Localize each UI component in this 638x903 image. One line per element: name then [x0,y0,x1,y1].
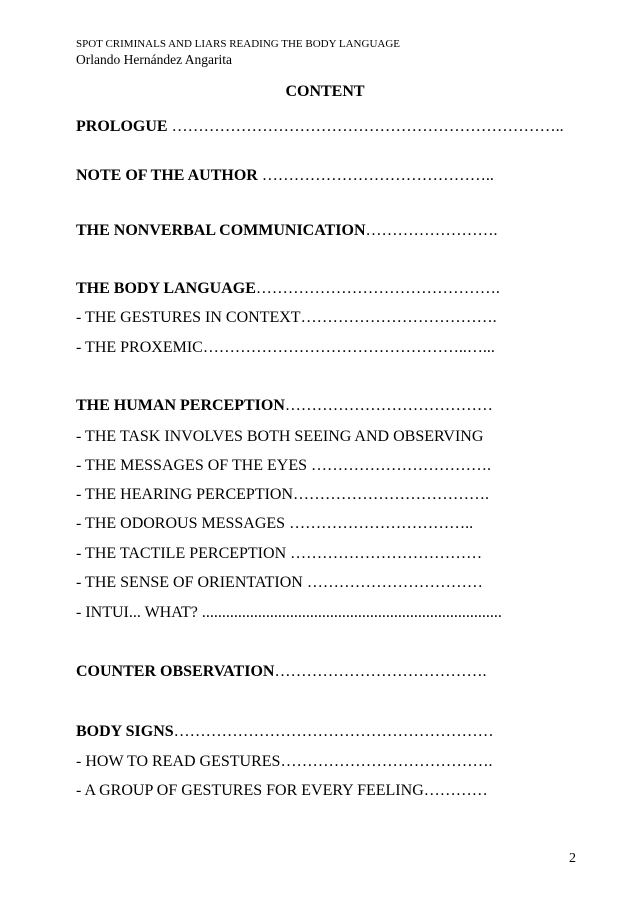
toc-entry-label: THE HUMAN PERCEPTION [76,397,285,414]
page-number: 2 [569,851,576,866]
toc-subentry-intuition: - INTUI... WHAT? ........................................................................... [76,604,502,621]
toc-subentry-seeing-observing: - THE TASK INVOLVES BOTH SEEING AND OBSERVING [76,428,484,445]
toc-subentry-hearing-perception: - THE HEARING PERCEPTION………………………………. [76,486,490,503]
toc-subentry-group-of-gestures: - A GROUP OF GESTURES FOR EVERY FEELING………… [76,782,488,799]
toc-subentry-messages-of-eyes: - THE MESSAGES OF THE EYES ……………………………. [76,457,491,474]
toc-subentry-gestures-in-context: - THE GESTURES IN CONTEXT………………………………. [76,309,497,326]
toc-entry-note-of-the-author [76,166,494,186]
running-header-title: SPOT CRIMINALS AND LIARS READING THE BODY LANGUAGE [76,38,401,50]
toc-subentry-sense-of-orientation: - THE SENSE OF ORIENTATION …………………………… [76,574,483,591]
content-heading: CONTENT [285,83,365,100]
toc-entry-label: COUNTER OBSERVATION [76,663,275,680]
toc-entry-label: BODY SIGNS [76,723,174,740]
toc-entry-prologue [76,117,564,137]
toc-entry-label: NOTE OF THE AUTHOR [76,167,258,184]
toc-subentry-how-to-read-gestures: - HOW TO READ GESTURES…………………………………. [76,753,493,770]
toc-leader-dots: …………………………………….. [257,167,494,184]
toc-entry-human-perception [76,396,493,416]
toc-subentry-proxemic: - THE PROXEMIC…………………………………………..…... [76,339,495,356]
toc-entry-nonverbal-communication [76,221,498,241]
toc-entry-label: THE BODY LANGUAGE [76,280,256,297]
toc-subentry-tactile-perception: - THE TACTILE PERCEPTION ……………………………… [76,545,483,562]
toc-leader-dots: ……………………………………………………………….. [167,118,564,135]
toc-entry-label: THE NONVERBAL COMMUNICATION [76,222,366,239]
toc-leader-dots: ……………………. [365,222,498,239]
running-header-author: Orlando Hernández Angarita [76,52,232,67]
toc-leader-dots: ………………………………………. [255,280,500,297]
toc-entry-label: PROLOGUE [76,118,168,135]
toc-entry-body-signs [76,722,494,742]
toc-subentry-odorous-messages: - THE ODOROUS MESSAGES …………………………….. [76,515,474,532]
toc-leader-dots: …………………………………. [274,663,487,680]
toc-leader-dots: …………………………………………………… [173,723,494,740]
toc-leader-dots: ………………………………… [284,397,493,414]
toc-entry-body-language [76,279,500,299]
toc-entry-counter-observation [76,662,486,682]
